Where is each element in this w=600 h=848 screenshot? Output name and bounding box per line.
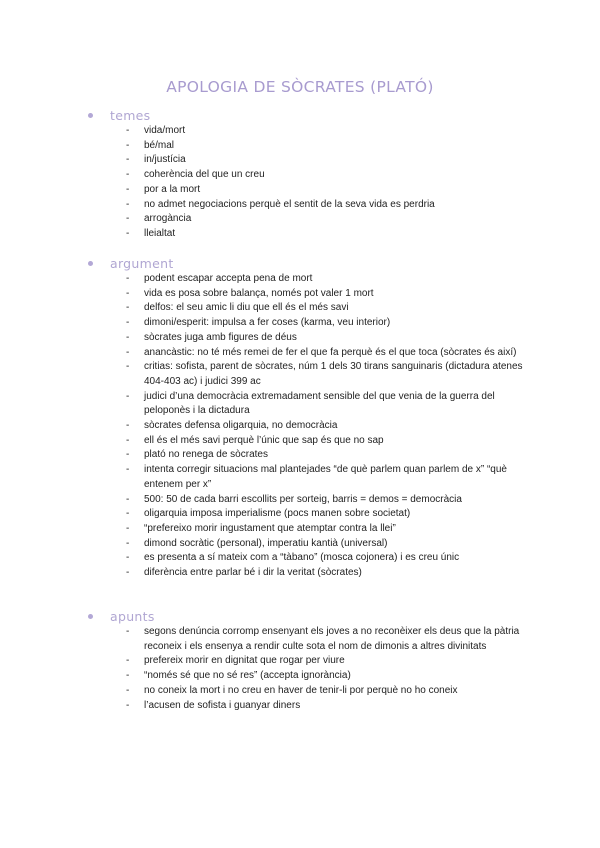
list-item-text: anancàstic: no té més remei de fer el que fa perquè és el que toca (sòcrates és així) [144, 346, 517, 358]
list-item-text: prefereix morir en dignitat que rogar per viure [144, 655, 345, 667]
list-item-text: dimoni/esperit: impulsa a fer coses (karma, veu interior) [144, 317, 391, 329]
dash-marker: - [126, 390, 130, 402]
list-item [0, 699, 526, 714]
section-label: argument [110, 256, 174, 271]
section-heading [0, 609, 600, 625]
dash-marker: - [126, 699, 130, 711]
page-title: APOLOGIA DE SÒCRATES (PLATÓ) [166, 78, 434, 97]
dash-marker: - [126, 434, 130, 446]
list-item [0, 139, 526, 154]
list-item [0, 301, 526, 316]
list-item-text: sòcrates defensa oligarquia, no democràcia [144, 420, 338, 432]
list-item [0, 566, 526, 581]
item-list [0, 625, 600, 713]
list-item-text: intenta corregir situacions mal plantejades “de què parlem quan parlem de x” “què entenem per x” [144, 464, 507, 490]
dash-marker: - [126, 139, 130, 151]
list-item [0, 124, 526, 139]
dash-marker: - [126, 464, 130, 476]
section-label: apunts [110, 609, 155, 624]
list-item-text: no coneix la mort i no creu en haver de tenir-li por perquè no ho coneix [144, 684, 458, 696]
item-list [0, 124, 600, 242]
dash-marker: - [126, 198, 130, 210]
section-heading [0, 256, 600, 272]
dash-marker: - [126, 684, 130, 696]
list-item-text: “prefereixo morir ingustament que atemptar contra la llei” [144, 522, 396, 534]
list-item [0, 537, 526, 552]
list-item [0, 360, 526, 389]
list-item [0, 654, 526, 669]
bullet-icon [88, 113, 93, 118]
list-item-text: vida es posa sobre balança, només pot valer 1 mort [144, 287, 374, 299]
section-heading [0, 108, 600, 124]
list-item [0, 168, 526, 183]
list-item [0, 272, 526, 287]
list-item-text: coherència del que un creu [144, 169, 265, 181]
dash-marker: - [126, 567, 130, 579]
dash-marker: - [126, 655, 130, 667]
list-item [0, 346, 526, 361]
list-item-text: delfos: el seu amic li diu que ell és el més savi [144, 302, 349, 314]
list-item [0, 227, 526, 242]
dash-marker: - [126, 125, 130, 136]
dash-marker: - [126, 302, 130, 314]
section-apunts [0, 609, 600, 713]
dash-marker: - [126, 317, 130, 329]
list-item-text: diferència entre parlar bé i dir la veritat (sòcrates) [144, 567, 362, 579]
list-item [0, 153, 526, 168]
list-item-text: oligarquia imposa imperialisme (pocs manen sobre societat) [144, 508, 411, 520]
list-item [0, 669, 526, 684]
list-item [0, 493, 526, 508]
dash-marker: - [126, 626, 130, 637]
dash-marker: - [126, 537, 130, 549]
dash-marker: - [126, 552, 130, 564]
list-item-text: 500: 50 de cada barri escollits per sorteig, barris = demos = democràcia [144, 493, 462, 505]
list-item-text: bé/mal [144, 139, 175, 151]
list-item-text: sòcrates juga amb figures de déus [144, 331, 297, 343]
bullet-icon [88, 614, 93, 619]
list-item [0, 331, 526, 346]
dash-marker: - [126, 273, 130, 284]
section-temes [0, 108, 600, 242]
list-item-text: l’acusen de sofista i guanyar diners [144, 699, 301, 711]
list-item-text: podent escapar accepta pena de mort [144, 273, 313, 284]
dash-marker: - [126, 331, 130, 343]
section-label: temes [110, 108, 151, 123]
list-item [0, 448, 526, 463]
list-item [0, 463, 526, 492]
list-item-text: arrogància [144, 213, 192, 225]
dash-marker: - [126, 670, 130, 682]
dash-marker: - [126, 213, 130, 225]
dash-marker: - [126, 227, 130, 239]
list-item [0, 419, 526, 434]
dash-marker: - [126, 508, 130, 520]
list-item [0, 390, 526, 419]
dash-marker: - [126, 522, 130, 534]
list-item-text: es presenta a sí mateix com a “tàbano” (mosca cojonera) i es creu únic [144, 552, 460, 564]
list-item [0, 551, 526, 566]
list-item [0, 316, 526, 331]
dash-marker: - [126, 449, 130, 461]
list-item [0, 212, 526, 227]
list-item-text: judici d’una democràcia extremadament sensible del que venia de la guerra del peloponès i la dictadura [144, 390, 495, 417]
list-item-text: critias: sofista, parent de sòcrates, núm 1 dels 30 tirans sanguinaris (dictadura atenes 404-403 ac) i judici 399 ac [144, 361, 523, 387]
list-item-text: segons denúncia corromp ensenyant els joves a no reconèixer els deus que la pàtria reconeix i els ensenya a rendir culte sota el nom de dimonis a altres divinitats [144, 626, 520, 652]
dash-marker: - [126, 169, 130, 181]
list-item [0, 434, 526, 449]
list-item-text: por a la mort [144, 183, 201, 195]
section-argument [0, 256, 600, 581]
list-item [0, 287, 526, 302]
dash-marker: - [126, 493, 130, 505]
dash-marker: - [126, 287, 130, 299]
dash-marker: - [126, 183, 130, 195]
list-item-text: vida/mort [144, 125, 186, 136]
list-item-text: ell és el més savi perquè l’únic que sap és que no sap [144, 434, 384, 446]
list-item-text: lleialtat [144, 227, 176, 239]
list-item-text: plató no renega de sòcrates [144, 449, 268, 461]
list-item-text: dimond socràtic (personal), imperatiu kantià (universal) [144, 537, 388, 549]
dash-marker: - [126, 154, 130, 166]
dash-marker: - [126, 346, 130, 358]
dash-marker: - [126, 361, 130, 373]
list-item [0, 684, 526, 699]
dash-marker: - [126, 420, 130, 432]
list-item [0, 625, 526, 654]
list-item [0, 183, 526, 198]
item-list [0, 272, 600, 581]
list-item-text: “només sé que no sé res” (accepta ignorància) [144, 670, 351, 682]
list-item [0, 507, 526, 522]
list-item-text: in/justícia [144, 154, 186, 166]
list-item-text: no admet negociacions perquè el sentit de la seva vida es perdria [144, 198, 435, 210]
list-item [0, 198, 526, 213]
list-item [0, 522, 526, 537]
bullet-icon [88, 261, 93, 266]
